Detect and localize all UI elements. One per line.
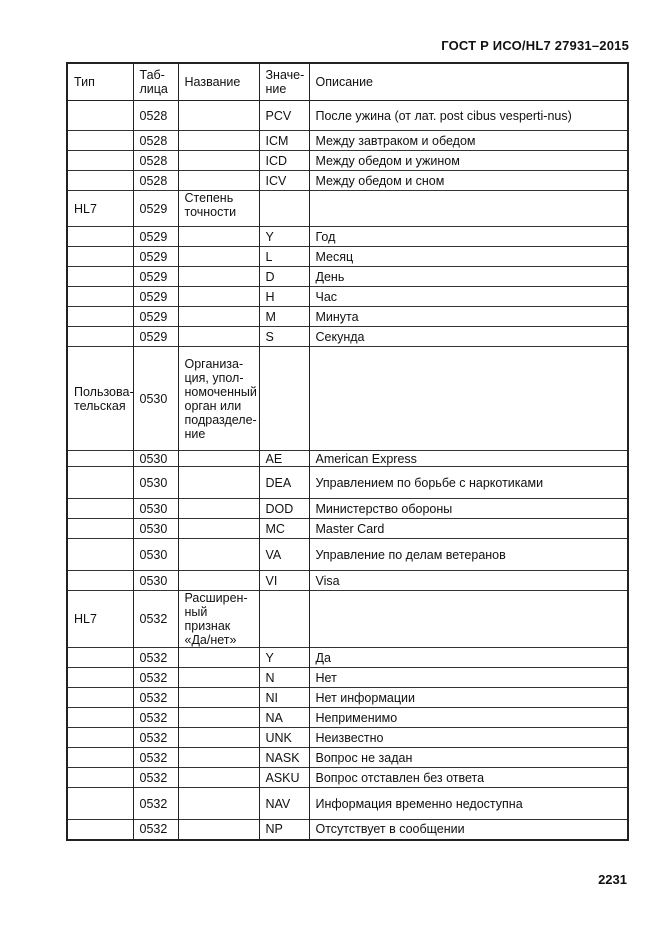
row-description-cell: День xyxy=(309,267,628,287)
row-description-cell: Секунда xyxy=(309,327,628,347)
row-description-cell: Неприменимо xyxy=(309,708,628,728)
row-description-cell: Между обедом и сном xyxy=(309,171,628,191)
row-table-cell: 0528 xyxy=(133,131,178,151)
table-row xyxy=(67,519,628,539)
row-description-cell: Между обедом и ужином xyxy=(309,151,628,171)
table-row xyxy=(67,347,628,451)
row-name-cell xyxy=(178,668,259,688)
row-description-cell: Между завтраком и обедом xyxy=(309,131,628,151)
column-header-value: Значе- ние xyxy=(259,63,309,101)
row-name-cell xyxy=(178,151,259,171)
row-name-cell xyxy=(178,171,259,191)
row-name-cell: Расширен-ный признак «Да/нет» xyxy=(178,591,259,648)
row-table-cell: 0529 xyxy=(133,327,178,347)
row-type-cell xyxy=(67,708,133,728)
row-table-cell: 0528 xyxy=(133,151,178,171)
row-table-cell: 0530 xyxy=(133,347,178,451)
row-type-cell xyxy=(67,287,133,307)
row-name-cell xyxy=(178,768,259,788)
table-row xyxy=(67,101,628,131)
row-table-cell: 0532 xyxy=(133,648,178,668)
row-value-cell: Y xyxy=(259,227,309,247)
row-name-cell xyxy=(178,247,259,267)
table-row xyxy=(67,131,628,151)
row-table-cell: 0532 xyxy=(133,788,178,820)
row-description-cell: Управление по делам ветеранов xyxy=(309,539,628,571)
row-description-cell: Управлением по борьбе с наркотиками xyxy=(309,467,628,499)
table-row xyxy=(67,247,628,267)
row-value-cell: S xyxy=(259,327,309,347)
row-description-cell xyxy=(309,191,628,227)
row-name-cell xyxy=(178,467,259,499)
column-header-description: Описание xyxy=(309,63,628,101)
row-table-cell: 0532 xyxy=(133,688,178,708)
table-row xyxy=(67,748,628,768)
row-table-cell: 0532 xyxy=(133,768,178,788)
table-row xyxy=(67,327,628,347)
row-type-cell xyxy=(67,227,133,247)
row-type-cell xyxy=(67,267,133,287)
row-table-cell: 0530 xyxy=(133,499,178,519)
row-type-cell xyxy=(67,571,133,591)
row-value-cell: H xyxy=(259,287,309,307)
row-name-cell xyxy=(178,688,259,708)
table-row xyxy=(67,151,628,171)
table-row xyxy=(67,788,628,820)
row-value-cell: ICM xyxy=(259,131,309,151)
row-value-cell: NAV xyxy=(259,788,309,820)
row-type-cell xyxy=(67,539,133,571)
row-table-cell: 0529 xyxy=(133,267,178,287)
row-description-cell: Да xyxy=(309,648,628,668)
row-value-cell: NP xyxy=(259,820,309,840)
table-row xyxy=(67,820,628,840)
row-description-cell: Visa xyxy=(309,571,628,591)
row-name-cell xyxy=(178,748,259,768)
row-name-cell xyxy=(178,267,259,287)
row-value-cell: ICV xyxy=(259,171,309,191)
row-table-cell: 0528 xyxy=(133,171,178,191)
row-name-cell xyxy=(178,307,259,327)
row-value-cell: N xyxy=(259,668,309,688)
row-description-cell: Неизвестно xyxy=(309,728,628,748)
row-name-cell xyxy=(178,101,259,131)
column-header-name: Название xyxy=(178,63,259,101)
row-type-cell xyxy=(67,688,133,708)
row-table-cell: 0529 xyxy=(133,307,178,327)
table-row xyxy=(67,768,628,788)
row-description-cell: Месяц xyxy=(309,247,628,267)
row-name-cell xyxy=(178,451,259,467)
row-table-cell: 0529 xyxy=(133,227,178,247)
row-name-cell xyxy=(178,788,259,820)
row-type-cell xyxy=(67,467,133,499)
row-value-cell: UNK xyxy=(259,728,309,748)
table-row xyxy=(67,571,628,591)
table-header-row xyxy=(67,63,628,101)
code-table xyxy=(66,62,629,841)
row-name-cell xyxy=(178,131,259,151)
row-value-cell: DOD xyxy=(259,499,309,519)
row-name-cell xyxy=(178,519,259,539)
row-table-cell: 0532 xyxy=(133,728,178,748)
row-description-cell: Час xyxy=(309,287,628,307)
row-table-cell: 0532 xyxy=(133,591,178,648)
row-name-cell xyxy=(178,287,259,307)
row-value-cell xyxy=(259,591,309,648)
row-value-cell: MC xyxy=(259,519,309,539)
row-description-cell xyxy=(309,347,628,451)
table-row xyxy=(67,451,628,467)
row-value-cell: L xyxy=(259,247,309,267)
row-description-cell: Вопрос отставлен без ответа xyxy=(309,768,628,788)
table-row xyxy=(67,648,628,668)
row-type-cell xyxy=(67,451,133,467)
row-table-cell: 0532 xyxy=(133,748,178,768)
row-type-cell xyxy=(67,519,133,539)
row-type-cell: Пользова-тельская xyxy=(67,347,133,451)
row-type-cell xyxy=(67,648,133,668)
row-description-cell: Минута xyxy=(309,307,628,327)
row-value-cell: NA xyxy=(259,708,309,728)
row-type-cell xyxy=(67,668,133,688)
table-row xyxy=(67,728,628,748)
row-name-cell xyxy=(178,648,259,668)
row-value-cell: Y xyxy=(259,648,309,668)
table-row xyxy=(67,688,628,708)
row-type-cell xyxy=(67,748,133,768)
table-row xyxy=(67,708,628,728)
row-description-cell xyxy=(309,591,628,648)
table-row xyxy=(67,287,628,307)
row-name-cell xyxy=(178,728,259,748)
row-type-cell xyxy=(67,820,133,840)
row-table-cell: 0530 xyxy=(133,451,178,467)
row-value-cell: NASK xyxy=(259,748,309,768)
row-description-cell: Отсутствует в сообщении xyxy=(309,820,628,840)
table-row xyxy=(67,307,628,327)
table-row xyxy=(67,668,628,688)
row-name-cell xyxy=(178,499,259,519)
row-table-cell: 0530 xyxy=(133,467,178,499)
row-value-cell: NI xyxy=(259,688,309,708)
row-table-cell: 0530 xyxy=(133,519,178,539)
row-value-cell: D xyxy=(259,267,309,287)
row-value-cell: VA xyxy=(259,539,309,571)
row-description-cell: Нет информации xyxy=(309,688,628,708)
row-value-cell: VI xyxy=(259,571,309,591)
row-value-cell xyxy=(259,347,309,451)
row-value-cell: ASKU xyxy=(259,768,309,788)
row-table-cell: 0528 xyxy=(133,101,178,131)
row-name-cell xyxy=(178,539,259,571)
row-description-cell: Информация временно недоступна xyxy=(309,788,628,820)
table-row xyxy=(67,171,628,191)
row-name-cell: Степень точности xyxy=(178,191,259,227)
row-description-cell: После ужина (от лат. post cibus vesperti-nus) xyxy=(309,101,628,131)
row-type-cell xyxy=(67,131,133,151)
row-type-cell xyxy=(67,151,133,171)
row-name-cell xyxy=(178,327,259,347)
row-type-cell: HL7 xyxy=(67,191,133,227)
row-type-cell xyxy=(67,171,133,191)
table-row xyxy=(67,191,628,227)
row-name-cell xyxy=(178,820,259,840)
row-type-cell xyxy=(67,499,133,519)
row-name-cell xyxy=(178,571,259,591)
row-type-cell: HL7 xyxy=(67,591,133,648)
table-row xyxy=(67,499,628,519)
row-type-cell xyxy=(67,327,133,347)
page-number: 2231 xyxy=(598,872,627,887)
row-description-cell: Master Card xyxy=(309,519,628,539)
row-table-cell: 0532 xyxy=(133,820,178,840)
table-row xyxy=(67,227,628,247)
row-description-cell: Министерство обороны xyxy=(309,499,628,519)
row-type-cell xyxy=(67,247,133,267)
row-type-cell xyxy=(67,101,133,131)
row-table-cell: 0529 xyxy=(133,191,178,227)
row-description-cell: Вопрос не задан xyxy=(309,748,628,768)
table-row xyxy=(67,591,628,648)
document-header: ГОСТ Р ИСО/HL7 27931–2015 xyxy=(441,38,629,53)
row-table-cell: 0529 xyxy=(133,247,178,267)
row-description-cell: Год xyxy=(309,227,628,247)
row-value-cell: ICD xyxy=(259,151,309,171)
row-description-cell: Нет xyxy=(309,668,628,688)
row-table-cell: 0530 xyxy=(133,571,178,591)
row-table-cell: 0530 xyxy=(133,539,178,571)
row-type-cell xyxy=(67,788,133,820)
row-type-cell xyxy=(67,307,133,327)
row-type-cell xyxy=(67,768,133,788)
table-row xyxy=(67,467,628,499)
row-table-cell: 0532 xyxy=(133,668,178,688)
row-value-cell: AE xyxy=(259,451,309,467)
row-table-cell: 0532 xyxy=(133,708,178,728)
column-header-type: Тип xyxy=(67,63,133,101)
row-value-cell xyxy=(259,191,309,227)
row-name-cell xyxy=(178,227,259,247)
row-value-cell: M xyxy=(259,307,309,327)
row-table-cell: 0529 xyxy=(133,287,178,307)
column-header-table: Таб- лица xyxy=(133,63,178,101)
row-name-cell xyxy=(178,708,259,728)
table-row xyxy=(67,539,628,571)
table-row xyxy=(67,267,628,287)
row-value-cell: DEA xyxy=(259,467,309,499)
row-value-cell: PCV xyxy=(259,101,309,131)
row-description-cell: American Express xyxy=(309,451,628,467)
row-name-cell: Организа-ция, упол-номоченный орган или подразделе-ние xyxy=(178,347,259,451)
row-type-cell xyxy=(67,728,133,748)
